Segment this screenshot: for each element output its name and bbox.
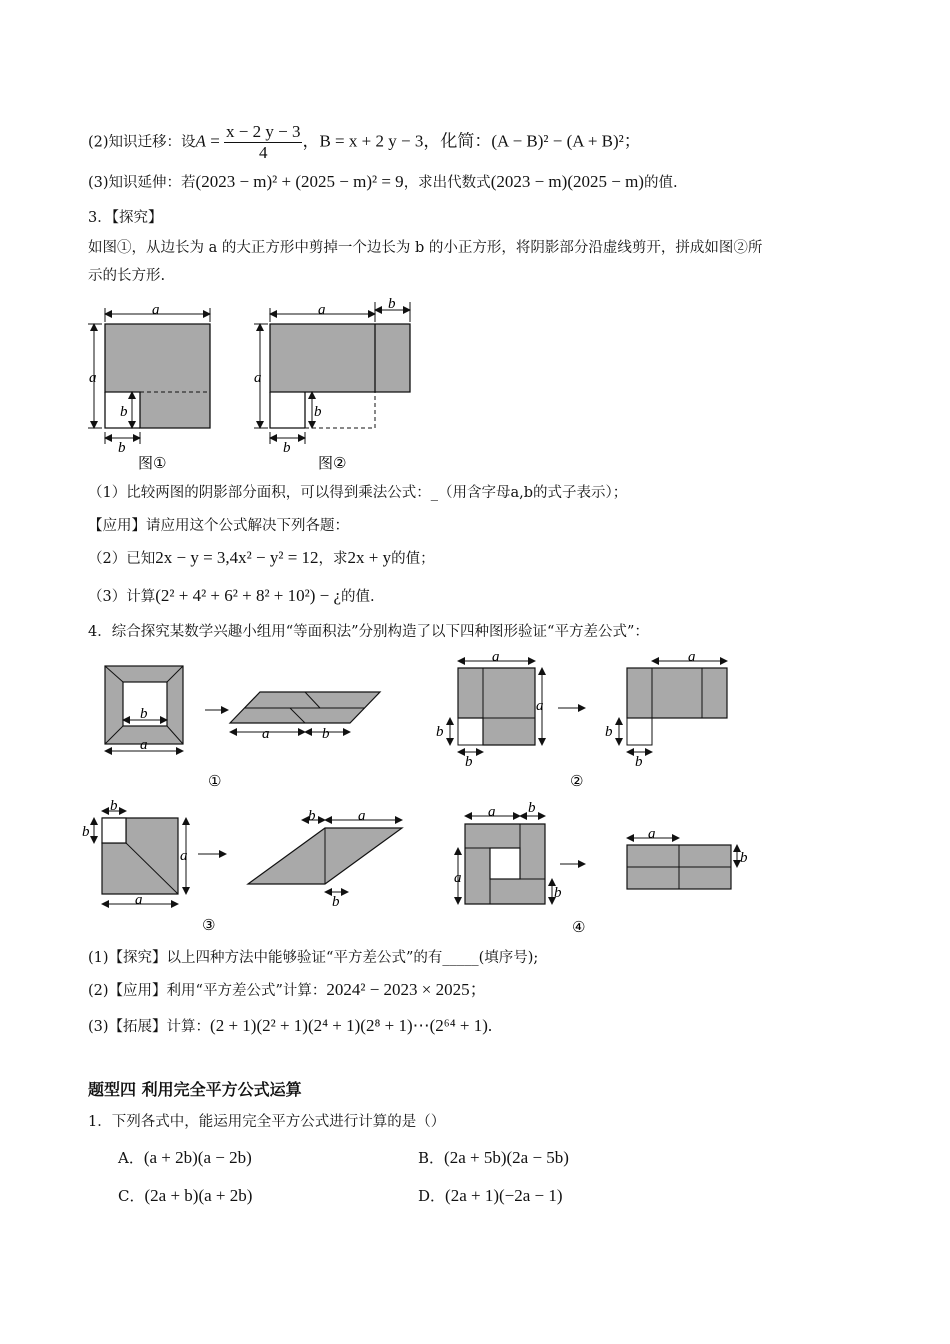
q3-line1: 如图①，从边长为 a 的大正方形中剪掉一个边长为 b 的小正方形，将阴影部分沿虚线剪开，拼成如图②所 <box>88 240 763 256</box>
q4-fig4-label-a-top: a <box>488 804 496 820</box>
q2-part2-prefix: (2)知识迁移：设 <box>88 134 196 151</box>
q3-part2-suffix: 的值； <box>391 551 435 567</box>
q4-fig2b-label-b-bottom: b <box>635 754 643 770</box>
option-a <box>118 1148 252 1168</box>
q2-part3 <box>88 172 678 193</box>
q4-fig4-label-b-right: b <box>554 885 562 901</box>
fig2-label-a-left: a <box>254 370 262 386</box>
q1-stem: 1．下列各式中，能运用完全平方公式进行计算的是（） <box>88 1114 446 1130</box>
q4-fig1b-label-b: b <box>322 726 330 742</box>
fig1-label-a-top: a <box>152 302 160 318</box>
option-expr: (2a + 5b)(2a − 5b) <box>444 1148 569 1167</box>
q4-fig2b-label-a: a <box>688 649 696 665</box>
option-label: C． <box>118 1187 145 1205</box>
q4-fig4-label-b-top: b <box>528 800 536 816</box>
option-label: A． <box>118 1149 144 1167</box>
fig2-shaded <box>270 324 410 392</box>
fraction-A <box>224 122 302 163</box>
fraction-numerator: x − 2 y − 3 <box>226 122 301 141</box>
q2-part3-expr1: (2023 − m)² + (2025 − m)² = 9 <box>195 172 404 191</box>
fig-label-3: ③ <box>202 916 216 934</box>
q2-part2: (2)知识迁移：设A = $\frac{x - 2 y - 3}{4}$ ，B = x + 2 y − 3，化简：(A − B)² − (A + B)²； <box>88 122 641 162</box>
fig-label-2: ② <box>570 772 584 790</box>
q3-title: 3．【探究】 <box>88 210 163 226</box>
option-label: D． <box>418 1187 446 1205</box>
q4-title: 4．综合探究某数学兴趣小组用“等面积法”分别构造了以下四种图形验证“平方差公式”： <box>88 624 649 640</box>
fig1-label-b-inner: b <box>120 404 128 420</box>
q4-fig2b-label-b-left: b <box>605 724 613 740</box>
fig1-label-b-bottom: b <box>118 440 126 456</box>
q4-part1: (1)【探究】以上四种方法中能够验证“平方差公式”的有_____(填序号); <box>88 950 539 966</box>
q2-part3-mid: ，求出代数式 <box>403 175 491 191</box>
figure-1-and-2 <box>80 292 430 477</box>
fig2-caption: 图② <box>318 454 347 472</box>
q2-part3-prefix: (3)知识延伸：若 <box>88 175 196 191</box>
q3-apply: 【应用】请应用这个公式解决下列各题： <box>88 518 349 534</box>
q4-fig1-label-a: a <box>140 737 148 753</box>
q3-part3-prefix: （3）计算 <box>88 589 156 605</box>
q3-part3-suffix: 的值. <box>341 589 375 605</box>
fig2-label-b-bottom: b <box>283 440 291 456</box>
q4-fig2-label-a-right: a <box>536 698 544 714</box>
q2-part3-expr2: (2023 − m)(2025 − m) <box>490 172 644 191</box>
q4-part2-expr: 2024² − 2023 × 2025； <box>326 980 487 999</box>
option-c <box>118 1186 252 1206</box>
q4-fig3b-label-b-bottom: b <box>332 894 340 910</box>
q4-figures <box>80 648 780 938</box>
fig-label-4: ④ <box>572 918 586 936</box>
fig-label-1: ① <box>208 772 222 790</box>
q4-fig3-label-a-bottom: a <box>135 892 143 908</box>
q4-fig2-label-b-bottom: b <box>465 754 473 770</box>
q3-part3 <box>88 586 375 607</box>
q4-fig2-label-a-top: a <box>492 649 500 665</box>
q4-fig4b-label-a: a <box>648 826 656 842</box>
q2-part2-expr: (A − B)² − (A + B)²； <box>491 131 641 151</box>
option-label: B． <box>418 1149 445 1167</box>
option-d <box>418 1186 563 1206</box>
fraction-denominator: 4 <box>259 143 268 162</box>
q4-fig4b-label-b: b <box>740 850 748 866</box>
fig1-caption: 图① <box>138 454 167 472</box>
q3-part2-expr2: 2x + y <box>347 548 392 567</box>
option-expr: (2a + 1)(−2a − 1) <box>445 1186 563 1205</box>
q3-part2-mid: ，求 <box>318 551 348 567</box>
q4-fig1b-label-a: a <box>262 726 270 742</box>
option-expr: (a + 2b)(a − 2b) <box>143 1148 252 1167</box>
fig1-label-a-left: a <box>89 370 97 386</box>
q4-part3-prefix: (3)【拓展】计算： <box>88 1019 211 1035</box>
q4-fig3-label-b-left: b <box>82 824 90 840</box>
fig2-label-b-top: b <box>388 296 396 312</box>
section-heading: 题型四 利用完全平方公式运算 <box>88 1080 302 1099</box>
q3-part2-prefix: （2）已知 <box>88 551 156 567</box>
q4-part2-prefix: (2)【应用】利用“平方差公式”计算： <box>88 983 327 999</box>
q3-part3-expr: (2² + 4² + 6² + 8² + 10²) − ¿ <box>155 586 342 605</box>
fig2-label-a-top: a <box>318 302 326 318</box>
q4-fig3-label-a-right: a <box>180 848 188 864</box>
q4-fig3-label-b-top: b <box>110 798 118 814</box>
option-b <box>418 1148 569 1168</box>
q3-line2: 示的长方形. <box>88 268 166 284</box>
q4-fig3b-label-a: a <box>358 808 366 824</box>
q2-part2-B: ，B = x + 2 y − 3，化简： <box>302 131 492 151</box>
q3-part1: （1）比较两图的阴影部分面积，可以得到乘法公式：_（用含字母a,b的式子表示）； <box>88 485 628 501</box>
q4-part3-expr: (2 + 1)(2² + 1)(2⁴ + 1)(2⁸ + 1)⋯(2⁶⁴ + 1). <box>210 1016 493 1035</box>
q4-part2 <box>88 980 487 1001</box>
q4-fig3b-label-b: b <box>308 808 316 824</box>
q3-part2 <box>88 548 435 569</box>
q4-fig1-label-b: b <box>140 706 148 722</box>
q4-fig2-label-b-left: b <box>436 724 444 740</box>
q2-part3-suffix: 的值. <box>643 175 678 191</box>
fig2-label-b-inner: b <box>314 404 322 420</box>
option-expr: (2a + b)(a + 2b) <box>144 1186 253 1205</box>
q4-part3 <box>88 1016 492 1037</box>
q4-fig4-label-a-left: a <box>454 870 462 886</box>
q3-part2-expr: 2x − y = 3,4x² − y² = 12 <box>155 548 319 567</box>
